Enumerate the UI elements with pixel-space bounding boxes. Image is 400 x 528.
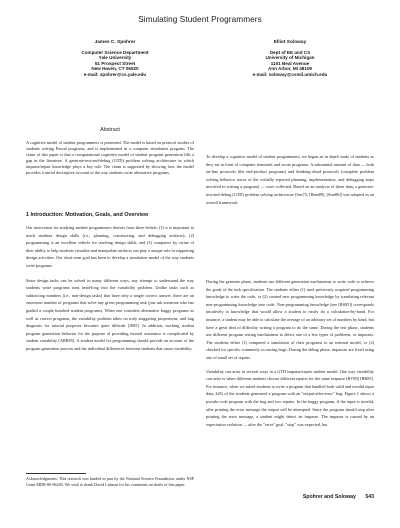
author-affiliation-line: Computer Science Department: [81, 49, 149, 55]
right-column-top: [206, 153, 374, 206]
body-paragraph: During the generate phase, students use different generation mechanisms to write code to achieve the goals of the task specification. The students either (1) used previously acquired programming knowledge to write the code, or (2) created new programming knowledge by translating relevant non-programming knowledge into code. Non-programming knowledge (see [RS85]) corresponds intuitively to knowledge that would allow a student to easily do a calculation-by-hand. For instance, a student may be able to calculate the average of an arbitrary set of numbers by hand, but have a great deal of difficulty writing a program to do the same. During the test phase, students use different program testing mechanisms to detect one of a few types of problems, or impasses. The students either (1) compared a simulation of their programs to an internal model, or (2) checked for specific commonly occurring bugs. During the debug phase, impasses are fixed using one of small set of repairs.: [206, 279, 374, 360]
author-name: Elliot Soloway: [273, 40, 307, 45]
footer-authors: Spohrer and Soloway: [302, 494, 356, 500]
page-number: 543: [365, 494, 374, 500]
body-paragraph: Since design tasks can be solved in many different ways, any attempt to understand the way students write programs runs head-long into the variability problem. Unlike tasks such as subtracting numbers (i.e., non-design tasks) that have only a single correct answer, there are an enormous number of programs that solve any given programming task (just ask someone who has graded a couple hundred student programs). When one considers alternative buggy programs as well as correct programs, the variability problem takes on truly staggering proportions, and bug diagnosis for tutorial purposes becomes quite difficult [JS85]. In addition, tracking student program generation behavior for the purpose of providing tutorial assistance is complicated by student variability [ABR85]. A student model for programming should provide an account of the program generation process and the individual differences between students that cause variability.: [26, 277, 194, 351]
acknowledgments-footnote: [26, 476, 194, 487]
author-block-spohrer: [30, 40, 200, 78]
paper-title: Simulating Student Programmers: [138, 15, 262, 24]
abstract-heading: Abstract: [100, 127, 120, 133]
author-affiliation-line: 51 Prospect Street: [94, 60, 136, 66]
author-block-soloway: [205, 40, 375, 78]
footnote-text: Acknowledgments: This research was funded in part by the National Science Foundation, under NSF Grant MDR-86-96240. We wish to thank David Littman for his comments on drafts of this paper.: [26, 476, 194, 487]
author-email: e-mail: soloway@csmil.umich.edu: [252, 71, 328, 77]
body-paragraph: Our motivation for studying student programmers derives from three beliefs: (1) it is important to teach students design skills (i.e., planning, constructing, and debugging artifacts); (2) programming is an excellent vehicle for teaching design skills; and (3) computers by virtue of their ability to help students visualize and manipulate artifacts can play a unique role in supporting design activities. Our short term goal has been to develop a simulation model of the way students write programs.: [26, 225, 194, 268]
author-email: e-mail: spohrer@cs.yale.edu: [83, 71, 147, 77]
author-affiliation-line: Dept of EE and CS: [269, 49, 311, 55]
body-paragraph: To develop a cognitive model of student programmers, we began an in depth study of students as they sat in front of computer terminals and wrote programs. A substantial amount of data — both on-line protocols (the end-product programs) and thinking-aloud protocols (complete problem solving behavior traces of the verbally reported planning, implementation, and debugging steps involved in writing a program) — were collected. Based on an analysis of these data, a generate-test-and-debug (GTD) problem solving architecture [Sus75; [Ham89], [Sim86]] was adopted as an overall framework.: [206, 154, 374, 205]
abstract-text: [26, 140, 194, 175]
footnote-rule: [26, 473, 86, 474]
author-affiliation-line: Ann Arbor, MI 48109: [268, 66, 312, 72]
body-paragraph: Variability can arise in several ways in a GTD impasse/repair student model. One way variability can arise is when different students choose different repairs for the same impasse [BV80] [BR85]. For instance, when we asked students to write a program that handled both valid and invalid input data, 42% of the students generated a program with an "output-after-error" bug. Figure 1 shows a pseudo-code program with the bug and two repairs. In the buggy program, if the input is invalid, after printing the error message the output will be attempted. Since the program should stop after printing the error message, a student might detect an impasse. The impasse is caused by an expectation violation — after the "error" goal, "stop" was expected, but: [206, 368, 374, 427]
section-heading-introduction: 1 Introduction: Motivation, Goals, and Overview: [26, 212, 149, 218]
author-affiliation-line: University of Michigan: [265, 55, 315, 61]
author-affiliation-line: Yale University: [98, 55, 132, 61]
introduction-text: [26, 224, 194, 353]
page-footer: [300, 494, 374, 500]
author-affiliation-line: New Haven, CT 06520: [91, 66, 139, 72]
right-column-body: [206, 278, 374, 428]
author-affiliation-line: 1101 Beal Avenue: [270, 60, 310, 66]
author-name: James C. Spohrer: [94, 40, 136, 45]
abstract-paragraph: A cognitive model of student programmers is presented. The model is based on protocol studies of students writing Pascal programs, and is implemented in a computer simulation program. The claim of this paper is that a computational cognitive model of student program generation fills a gap in the literature. A generate-test-and-debug (GTD) problem solving architecture in which impasse/repair knowledge plays a key role. The claim is supported by showing how the model provides a useful descriptive account of the way students write alternative programs.: [26, 140, 194, 175]
